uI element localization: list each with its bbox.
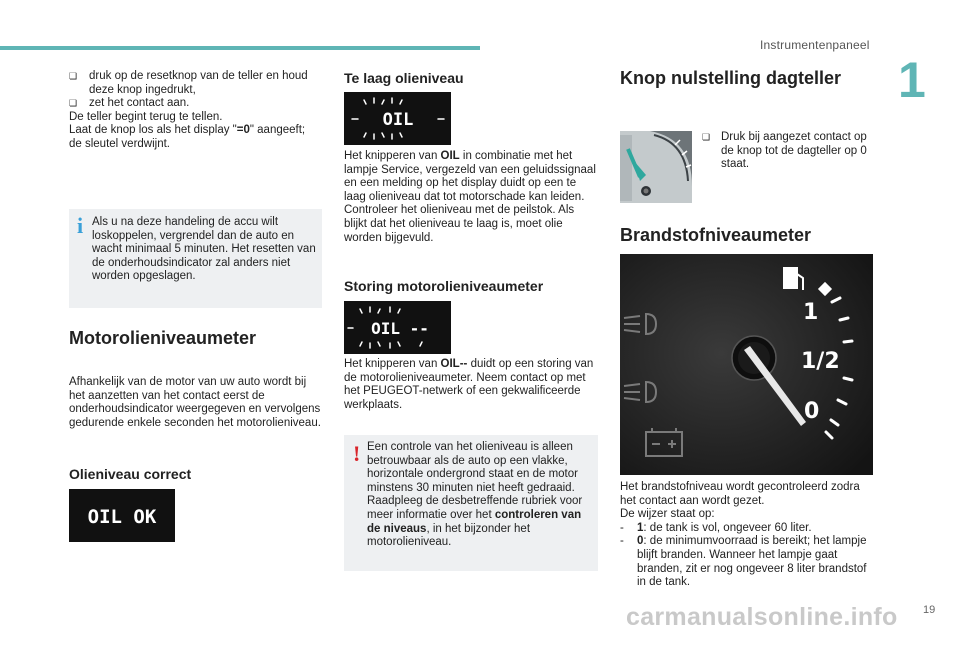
list-item: - 1: de tank is vol, ongeveer 60 liter.: [620, 521, 812, 534]
page-number: 19: [923, 604, 936, 616]
watermark: carmanualsonline.info: [626, 603, 898, 631]
gauge-label-half: 1/2: [801, 349, 840, 374]
lcd-oil-fault: [344, 301, 451, 354]
reset-instructions: [69, 70, 321, 152]
info-icon: i: [77, 213, 84, 238]
checkbox-bullet-icon: ❏: [69, 98, 78, 109]
heading-te-laag-olieniveau: Te laag olieniveau: [344, 70, 464, 86]
section-title: Instrumentenpaneel: [760, 38, 870, 52]
body-text: Het knipperen van OIL-- duidt op een storing van de motorolieniveaumeter. Neem contact op met het PEUGEOT-netwerk of een gekwalificeerde werkplaats.: [344, 358, 594, 411]
info-text: Als u na deze handeling de accu wilt loskoppelen, vergrendel dan de auto en wacht minimaal 5 minuten. Het resetten van de onderhoudsindicator zal anders niet worden opgeslagen.: [92, 216, 316, 283]
heading-storing-motorolieniveaumeter: Storing motorolieniveaumeter: [344, 278, 544, 294]
fuel-gauge-illustration: [620, 254, 873, 475]
heading-knop-nulstelling-dagteller: Knop nulstelling dagteller: [620, 68, 842, 88]
body-text: Afhankelijk van de motor van uw auto wordt bij het aanzetten van het contact eerst de onderhoudsindicator weergegeven en vervolgens gedurende enkele seconden het motorolieniveau.: [69, 376, 321, 429]
reset-button-illustration: [620, 131, 692, 203]
header-accent-bar: [0, 46, 480, 50]
info-box: [69, 209, 322, 308]
gauge-label-empty: 0: [804, 399, 820, 424]
body-text: De wijzer staat op:: [620, 508, 715, 521]
heading-brandstofniveaumeter: Brandstofniveaumeter: [620, 225, 812, 245]
checkbox-bullet-icon: ❏: [702, 132, 711, 142]
warning-text: Een controle van het olieniveau is alleen betrouwbaar als de auto op een vlakke, horizontale ondergrond staat en de motor minstens 30 minuten niet heeft gedraaid. Raadpleeg de desbetreffende rubriek voor meer informatie over het controleren van de niveaus, in het bijzonder het motorolieniveau.: [367, 441, 583, 549]
body-text: Het brandstofniveau wordt gecontroleerd zodra het contact aan wordt gezet.: [620, 481, 860, 507]
list-item: ❏ zet het contact aan.: [69, 97, 190, 110]
checkbox-bullet-icon: ❏: [69, 71, 78, 81]
body-text: Het knipperen van OIL in combinatie met het lampje Service, vergezeld van een geluidssignaal en een melding op het display duidt op een te laag olieniveau dat tot motorschade kan leiden. Controleer het olieniveau met de peilstok. Als blijkt dat het olieniveau te laag is, moet olie worden bijgevuld.: [344, 150, 596, 244]
lcd-text: OIL --: [371, 319, 429, 338]
gauge-label-full: 1: [803, 300, 819, 325]
lcd-text: OIL OK: [87, 506, 157, 528]
fuel-description: [620, 481, 876, 590]
warning-box: [344, 435, 598, 571]
list-item: ❏ Druk bij aangezet contact op de knop tot de dagteller op 0 staat.: [702, 131, 867, 171]
body-text: Laat de knop los als het display "=0" aangeeft; de sleutel verdwijnt.: [69, 124, 306, 150]
exclamation-icon: !: [353, 441, 361, 466]
list-item: - 0: de minimumvoorraad is bereikt; het lampje blijft branden. Wanneer het lampje gaat branden, zit er nog ongeveer 8 liter brandstof in de tank.: [620, 535, 867, 589]
list-item: ❏ druk op de resetknop van de teller en houd deze knop ingedrukt,: [69, 70, 308, 96]
heading-motorolieniveaumeter: Motorolieniveaumeter: [69, 328, 257, 348]
lcd-oil-low: [344, 92, 451, 145]
body-text: De teller begint terug te tellen.: [69, 110, 223, 123]
lcd-text: OIL: [382, 110, 414, 130]
heading-olieniveau-correct: Olieniveau correct: [69, 466, 192, 482]
lcd-oil-ok: [69, 489, 175, 542]
chapter-number: 1: [898, 52, 926, 108]
